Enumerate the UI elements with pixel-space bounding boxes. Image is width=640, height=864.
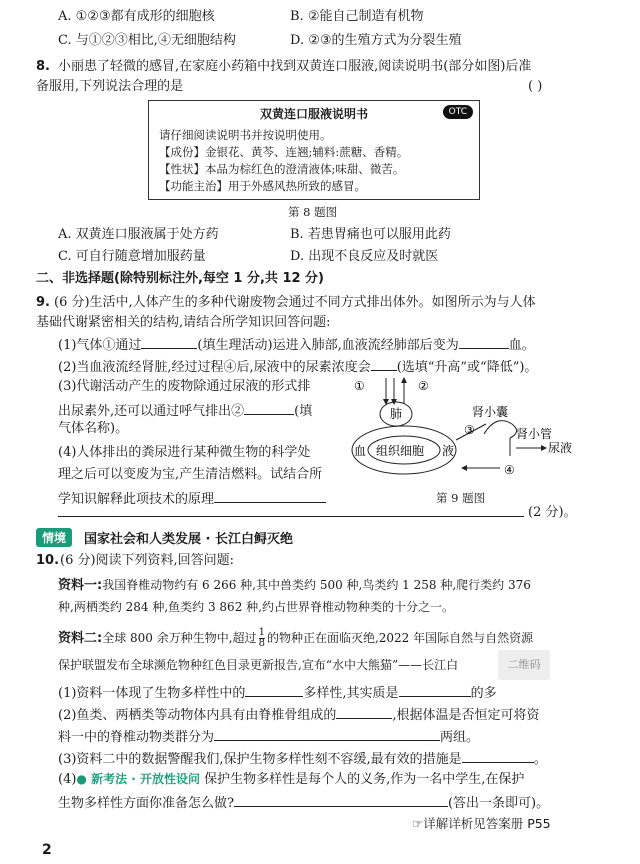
diagram-label-4: ④ [504, 463, 515, 477]
medicine-label-line: 【性状】本品为棕红色的澄清液体;味甜、微苦。 [159, 162, 405, 176]
q10-part3: (3)资料二中的数据警醒我们,保护生物多样性刻不容缓,最有效的措施是 。 [58, 748, 547, 769]
answer-blank[interactable] [245, 682, 303, 697]
q10-intro: (6 分)阅读下列资料,回答问题: [60, 553, 235, 568]
q9-part2: (2)当血液流经肾脏,经过过程④后,尿液中的尿素浓度会 (选填“升高”或“降低”)。 [58, 356, 537, 377]
q8-option-a: A. 双黄连口服液属于处方药 [58, 227, 219, 242]
q9-part3-line2: 出尿素外,还可以通过呼气排出② (填 [58, 400, 312, 421]
qr-code-placeholder[interactable]: 二维码 [498, 650, 550, 680]
new-format-tag: ● 新考法 · 开放性设问 [76, 772, 201, 786]
diagram-capsule: 肾小囊 [472, 405, 509, 419]
context-title: 国家社会和人类发展 · 长江白鲟灭绝 [84, 532, 293, 547]
q9-part4-line3: 学知识解释此项技术的原理 [58, 488, 326, 509]
answer-blank[interactable] [214, 726, 440, 741]
q8-stem-line1: 小丽患了轻微的感冒,在家庭小药箱中找到双黄连口服液,阅读说明书(部分如图)后准 [58, 59, 532, 74]
q7-option-c: C. 与①②③相比,④无细胞结构 [58, 33, 236, 48]
fraction: $\frac{1}{8}$ [258, 627, 265, 649]
diagram-liquid: 液 [442, 444, 455, 458]
q10-number: 10. [36, 553, 60, 568]
q8-stem-line2: 备服用,下列说法合理的是 [36, 79, 184, 94]
q9-part3-line1: (3)代谢活动产生的废物除通过尿液的形式排 [58, 379, 311, 394]
q8-option-b: B. 若患胃痛也可以服用此药 [290, 227, 451, 242]
q10-part2-line2: 料一中的脊椎动物类群分为 两组。 [58, 726, 479, 747]
q10-part4-line2: 生物多样性方面你准备怎么做? (答出一条即可)。 [58, 792, 549, 813]
q7-option-d: D. ②③的生殖方式为分裂生殖 [290, 33, 462, 48]
q8-number: 8. [36, 59, 50, 74]
medicine-label-box [148, 100, 480, 200]
section-heading: 二、非选择题(除特别标注外,每空 1 分,共 12 分) [36, 271, 324, 286]
answer-blank[interactable] [214, 488, 326, 503]
answer-blank[interactable] [141, 334, 197, 349]
q9-part1: (1)气体①通过 (填生理活动)运进入肺部,血液流经肺部后变为 血。 [58, 334, 535, 355]
q10-part1: (1)资料一体现了生物多样性中的 多样性,其实质是 的多 [58, 682, 497, 703]
q10-part2-line1: (2)鱼类、两栖类等动物体内具有由脊椎骨组成的 ,根据体温是否恒定可将资 [58, 704, 540, 725]
page-number: 2 [42, 842, 52, 858]
diagram-tubule: 肾小管 [516, 427, 553, 441]
answer-blank[interactable] [336, 704, 392, 719]
q9-stem-line1: (6 分)生活中,人体产生的多种代谢废物会通过不同方式排出体外。如图所示为与人体 [54, 295, 536, 310]
q9-part4-score: (2 分)。 [528, 505, 577, 520]
medicine-label-line: 请仔细阅读说明书并按说明使用。 [159, 128, 332, 142]
q9-number: 9. [36, 295, 50, 310]
q9-figure-caption: 第 9 题图 [436, 491, 486, 505]
q9-part4-line1: (4)人体排出的粪尿进行某种微生物的科学处 [58, 445, 311, 460]
medicine-label-line: 【功能主治】用于外感风热所致的感冒。 [159, 179, 366, 193]
q7-option-a: A. ①②③都有成形的细胞核 [58, 9, 215, 24]
q9-part3-line3: 气体名称)。 [58, 421, 129, 436]
q7-option-b: B. ②能自己制造有机物 [290, 9, 424, 24]
q10-part4-line1: (4)● 新考法 · 开放性设问 保护生物多样性是每个人的义务,作为一名中学生,在保护 [58, 772, 525, 787]
diagram-blood: 血 [354, 444, 367, 458]
q9-diagram [350, 376, 590, 484]
q10-material2-line1: 资料二:全球 800 余万种生物中,超过 $\frac{1}{8}$ 的物种正在面临灭绝,2022 年国际自然与自然资源 [58, 627, 534, 649]
q8-option-d: D. 出现不良反应及时就医 [290, 249, 439, 264]
context-tag: 情境 [36, 528, 72, 547]
q8-option-c: C. 可自行随意增加服药量 [58, 249, 206, 264]
otc-badge: OTC [443, 105, 473, 119]
diagram-label-3: ③ [464, 423, 475, 437]
answer-reference[interactable]: ☞详解详析见答案册 P55 [412, 816, 551, 831]
diagram-tissue: 组织细胞 [376, 444, 425, 458]
bulb-icon: ● [76, 772, 87, 786]
q9-stem-line2: 基础代谢紧密相关的结构,请结合所学知识回答问题: [36, 315, 331, 330]
q9-part4-line2: 理之后可以变废为宝,产生清洁燃料。试结合所 [58, 467, 323, 482]
q8-answer-paren: ( ) [528, 79, 543, 94]
answer-blank[interactable] [462, 748, 534, 763]
diagram-label-1: ① [354, 379, 365, 393]
diagram-label-2: ② [418, 379, 429, 393]
answer-blank[interactable] [58, 516, 524, 517]
q10-material1-line1: 资料一:我国脊椎动物约有 6 266 种,其中兽类约 500 种,鸟类约 1 258 种,爬行类约 376 [58, 578, 531, 593]
medicine-label-title: 双黄连口服液说明书 [259, 107, 368, 121]
q10-material1-line2: 种,两栖类约 284 种,鱼类约 3 862 种,约占世界脊椎动物种类的十分之一。 [58, 600, 454, 614]
diagram-lung: 肺 [390, 407, 403, 421]
answer-blank[interactable] [234, 792, 448, 807]
diagram-urine: 尿液 [548, 441, 573, 455]
answer-blank[interactable] [371, 356, 397, 371]
answer-blank[interactable] [399, 682, 471, 697]
nephron-capsule [484, 421, 517, 438]
medicine-label-line: 【成份】金银花、黄芩、连翘;辅料:蔗糖、香精。 [159, 145, 409, 159]
q8-figure-caption: 第 8 题图 [288, 205, 338, 219]
pointing-hand-icon: ☞ [412, 816, 424, 831]
answer-blank[interactable] [244, 400, 294, 415]
q10-material2-line2: 保护联盟发布全球濒危物种红色目录更新报告,宣布“水中大熊猫”——长江白 [58, 658, 459, 672]
answer-blank[interactable] [459, 334, 509, 349]
